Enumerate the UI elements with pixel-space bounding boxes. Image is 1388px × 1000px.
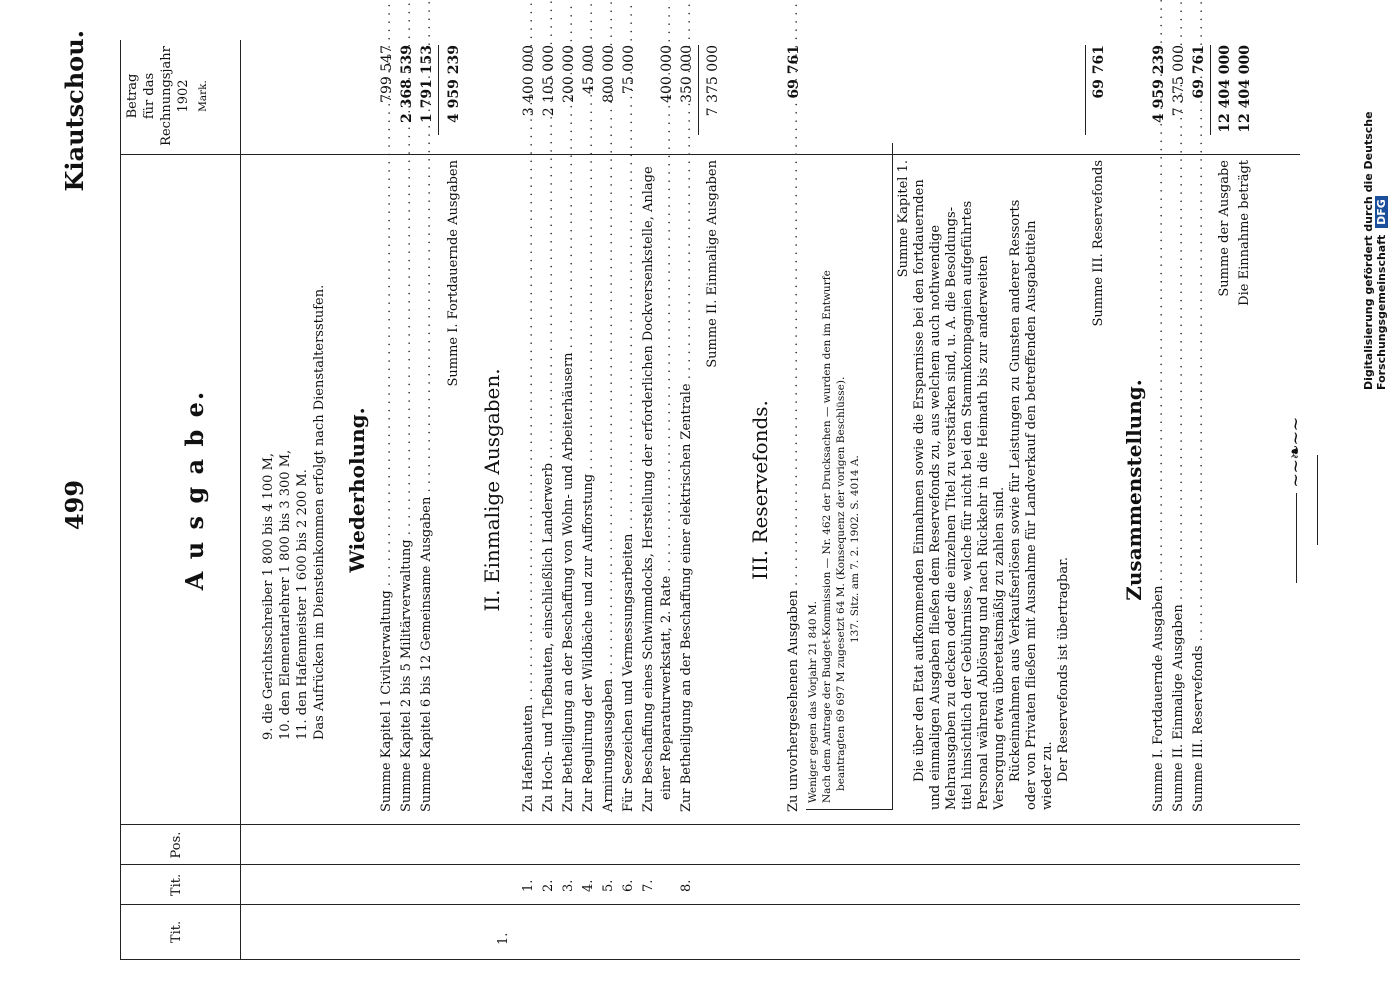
subtit-number: 6. bbox=[621, 879, 636, 892]
zusammen-amount: 69 761 bbox=[1191, 45, 1207, 99]
ornament bbox=[1285, 375, 1327, 625]
remark-line: Rückeinnahmen aus Verkaufserlösen sowie für Leistungen zu Gunsten anderer Ressorts bbox=[1008, 199, 1023, 782]
rule bbox=[120, 864, 1300, 865]
einmalige-amount: 2 105 000 bbox=[541, 45, 557, 117]
subtit-number: 7. bbox=[641, 879, 656, 892]
einmalige-row: Zur Betheiligung an der Beschaffung einer elektrischen Zentrale . . . bbox=[678, 252, 696, 812]
reserve-row: Zu unvorhergesehenen Ausgaben . . . bbox=[785, 252, 803, 812]
einmalige-row-cont: einer Reparaturwerkstatt, 2. Rate . . . bbox=[658, 252, 676, 800]
einmalige-amount: 45 000 bbox=[581, 45, 597, 94]
zusammen-row: Summe I. Fortdauernde Ausgaben . . . bbox=[1150, 252, 1168, 812]
summe-i-label: Summe I. Fortdauernde Ausgaben bbox=[446, 160, 461, 387]
zusammen-row: Summe II. Einmalige Ausgaben . . . bbox=[1170, 252, 1188, 812]
summe-iii-label: Summe III. Reservefonds bbox=[1091, 160, 1106, 327]
einmalige-row: Zur Regulirung der Wildbäche und zur Aufforstung . . . bbox=[580, 252, 598, 812]
remark-line: Personal während Ablösung und nach Rückkehr in die Heimath bis zur anderweiten bbox=[976, 255, 991, 810]
rule bbox=[438, 45, 439, 135]
note-line: 9. die Gerichtsschreiber 1 800 bis 4 100 M, bbox=[261, 452, 276, 740]
wiederholung-title: Wiederholung. bbox=[345, 407, 369, 573]
box-line: beantragten 69 697 M zugesetzt 64 M. (Konsequenz der vorigen Beschlüsse). bbox=[835, 376, 847, 791]
zusammen-row: Summe III. Reservefonds . . . bbox=[1190, 252, 1208, 812]
sum-ausgabe-label: Summe der Ausgabe bbox=[1217, 160, 1232, 297]
summe-i-amount: 4 959 239 bbox=[446, 45, 462, 123]
ornament-glyph: ~~❧~~ bbox=[1285, 417, 1306, 488]
summe-ii-amount: 7 375 000 bbox=[705, 45, 721, 117]
subtit-number: 4. bbox=[581, 879, 596, 892]
sum-einnahme-label: Die Einnahme beträgt bbox=[1237, 160, 1252, 306]
einmalige-row: Zur Betheiligung an der Beschaffung von Wohn- und Arbeiterhäusern . . . bbox=[560, 252, 578, 812]
zusammen-amount: 4 959 239 bbox=[1151, 45, 1167, 123]
region-title: Kiautschou. bbox=[60, 30, 89, 192]
amount-header-line: für das bbox=[142, 72, 157, 120]
rule bbox=[698, 45, 699, 135]
wiederholung-amount: 2 368 539 bbox=[399, 45, 415, 123]
subtit-number: 5. bbox=[601, 879, 616, 892]
col-subtit: Tit. bbox=[169, 873, 184, 897]
subtit-number: 8. bbox=[679, 879, 694, 892]
einmalige-amount: 75 000 bbox=[621, 45, 637, 94]
einmalige-row-long: Zur Beschaffung eines Schwimmdocks, Herstellung der erforderlichen Dockversenkstelle, Anlage bbox=[641, 166, 656, 812]
remark-line: Versorgung etwa überetatsmäßig zu zahlen sind. bbox=[992, 486, 1007, 810]
dfg-logo: DFG bbox=[1375, 196, 1388, 228]
wiederholung-amount: 799 547 bbox=[379, 45, 395, 103]
einmalige-row: Zu Hafenbauten . . . bbox=[520, 252, 538, 812]
subtit-number: 2. bbox=[541, 879, 556, 892]
einmalige-title: II. Einmalige Ausgaben. bbox=[480, 368, 504, 612]
subtit-number: 1. bbox=[521, 879, 536, 892]
note-line: Das Aufrücken im Diensteinkommen erfolgt nach Dienstaltersstufen. bbox=[312, 284, 327, 740]
wiederholung-row: Summe Kapitel 6 bis 12 Gemeinsame Ausgaben . . . bbox=[418, 252, 436, 812]
amount-header-line: Betrag bbox=[125, 73, 140, 119]
reserve-amount: 69 761 bbox=[786, 45, 802, 99]
dfg-attribution bbox=[1362, 0, 1388, 390]
summe-ii-label: Summe II. Einmalige Ausgaben bbox=[705, 160, 720, 368]
ornament-line bbox=[1317, 455, 1318, 545]
einmalige-row: Armirungsausgaben . . . bbox=[600, 252, 618, 812]
einmalige-amount: 3 400 000 bbox=[521, 45, 537, 117]
remark-line: wieder zu. bbox=[1040, 741, 1055, 810]
einmalige-amount: 200 000 bbox=[561, 45, 577, 103]
remark-line: Der Reservefonds ist übertragbar. bbox=[1056, 557, 1071, 782]
rule bbox=[240, 40, 241, 960]
amount-unit: Mark. bbox=[197, 80, 209, 112]
main-title: A u s g a b e. bbox=[180, 389, 209, 591]
amount-header-line: Rechnungsjahr bbox=[159, 46, 174, 146]
remark-title: Summe Kapitel 1. bbox=[896, 160, 911, 278]
zusammenstellung-title: Zusammenstellung. bbox=[1122, 379, 1146, 601]
einmalige-row: Für Seezeichen und Vermessungsarbeiten . . . bbox=[620, 252, 638, 812]
attribution-text: Digitalisierung gefördert durch die Deutsche Forschungsgemeinschaft bbox=[1362, 111, 1388, 390]
einmalige-amount: 350 000 bbox=[679, 45, 695, 103]
amount-header bbox=[124, 40, 210, 152]
notes-block bbox=[260, 180, 328, 740]
wiederholung-row: Summe Kapitel 1 Civilverwaltung . . . bbox=[378, 252, 396, 812]
box-line: Nach dem Antrage der Budget-Kommission — Nr. 462 der Drucksachen — wurden den im Entwurfe bbox=[821, 270, 833, 803]
rule bbox=[120, 40, 121, 960]
zusammen-amount: 7 375 000 bbox=[1171, 45, 1187, 117]
remark-line: Die über den Etat aufkommenden Einnahmen sowie die Ersparnisse bei den fortdauernden bbox=[912, 179, 927, 782]
amount-header-line: 1902 bbox=[176, 79, 191, 113]
einmalige-amount: 400 000 bbox=[659, 45, 675, 103]
note-line: 10. den Elementarlehrer 1 800 bis 3 300 M, bbox=[278, 449, 293, 740]
wiederholung-row: Summe Kapitel 2 bis 5 Militärverwaltung . . . bbox=[398, 252, 416, 812]
box-line: Weniger gegen das Vorjahr 21 840 M. bbox=[807, 600, 819, 803]
tit-number: 1. bbox=[496, 932, 511, 945]
rule bbox=[120, 959, 1300, 960]
remark-line: Mehrausgaben zu decken oder die einzelnen Titel zu verstärken sind, u. A. die Besoldungs- bbox=[944, 206, 959, 810]
reserve-title: III. Reservefonds. bbox=[748, 400, 772, 580]
einmalige-row: Zu Hoch- und Tiefbauten, einschließlich Landerwerb . . . bbox=[540, 252, 558, 812]
rule bbox=[1210, 45, 1211, 135]
rule bbox=[120, 904, 1300, 905]
einmalige-amount: 800 000 bbox=[601, 45, 617, 103]
subtit-number: 3. bbox=[561, 879, 576, 892]
remarks-block bbox=[912, 160, 1072, 810]
box-line: 137. Sitz. am 7. 2. 1902. S. 4014 A. bbox=[849, 455, 861, 643]
commission-note-box bbox=[806, 143, 893, 810]
rule bbox=[1085, 45, 1086, 135]
ornament-line bbox=[1296, 493, 1297, 583]
wiederholung-amount: 1 791 153 bbox=[419, 45, 435, 123]
remark-line: und einmaligen Ausgaben fließen dem Reservefonds zu, aus welchem auch nothwendige bbox=[928, 224, 943, 810]
remark-line: oder von Privaten fließen mit Ausnahme für Landverkauf den betreffenden Ausgabetiteln bbox=[1024, 220, 1039, 810]
col-pos: Pos. bbox=[169, 831, 184, 859]
page-number: 499 bbox=[60, 479, 89, 531]
col-tit: Tit. bbox=[169, 920, 184, 944]
summe-iii-amount: 69 761 bbox=[1091, 45, 1107, 99]
sum-einnahme: 12 404 000 bbox=[1237, 45, 1253, 133]
sum-ausgabe: 12 404 000 bbox=[1217, 45, 1233, 133]
note-line: 11. den Hafenmeister 1 600 bis 2 200 M. bbox=[295, 469, 310, 740]
remark-line: titel hinsichtlich der Gebührnisse, welche für nicht bei den Stammkompagnien aufgeführtes bbox=[960, 200, 975, 810]
